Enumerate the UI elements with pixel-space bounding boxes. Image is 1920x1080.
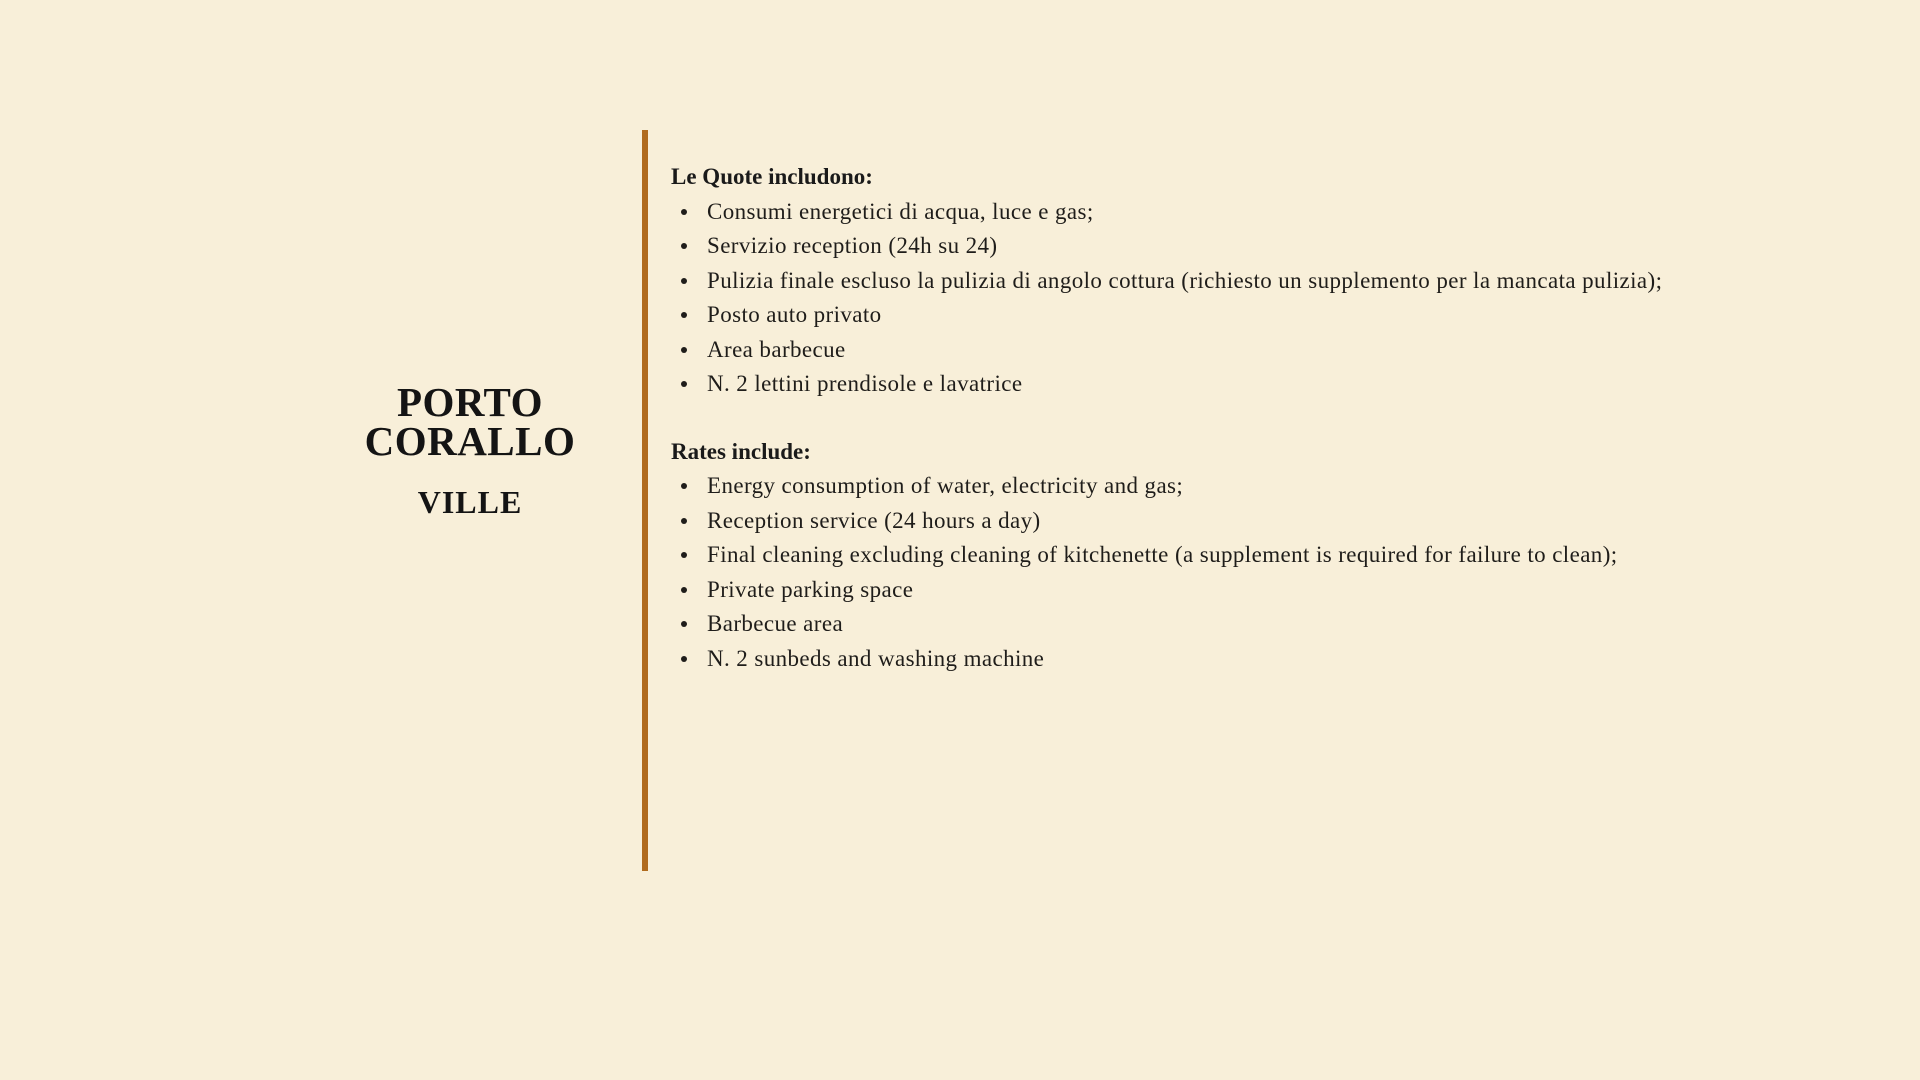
italian-list	[671, 195, 1701, 402]
list-item: Posto auto privato	[671, 298, 1701, 333]
title-block	[340, 379, 600, 521]
list-item: Barbecue area	[671, 607, 1701, 642]
vertical-divider	[642, 130, 648, 871]
page-title	[340, 379, 600, 464]
title-line-corallo: CORALLO	[364, 418, 576, 464]
list-item: N. 2 sunbeds and washing machine	[671, 642, 1701, 677]
english-list	[671, 469, 1701, 676]
list-item: Energy consumption of water, electricity and gas;	[671, 469, 1701, 504]
rates-content	[671, 160, 1701, 676]
italian-heading: Le Quote includono:	[671, 164, 873, 189]
page-subtitle: VILLE	[417, 484, 523, 520]
english-heading: Rates include:	[671, 438, 811, 464]
list-item: Final cleaning excluding cleaning of kitchenette (a supplement is required for failure to clean);	[671, 538, 1701, 573]
list-item: Area barbecue	[671, 333, 1701, 368]
list-item: Private parking space	[671, 573, 1701, 608]
title-line-porto: PORTO	[396, 379, 544, 425]
list-item: Reception service (24 hours a day)	[671, 504, 1701, 539]
list-item: N. 2 lettini prendisole e lavatrice	[671, 367, 1701, 402]
section-spacer	[671, 402, 1701, 435]
list-item: Servizio reception (24h su 24)	[671, 229, 1701, 264]
list-item: Pulizia finale escluso la pulizia di angolo cottura (richiesto un supplemento per la mancata pulizia);	[671, 264, 1701, 299]
list-item: Consumi energetici di acqua, luce e gas;	[671, 195, 1701, 230]
